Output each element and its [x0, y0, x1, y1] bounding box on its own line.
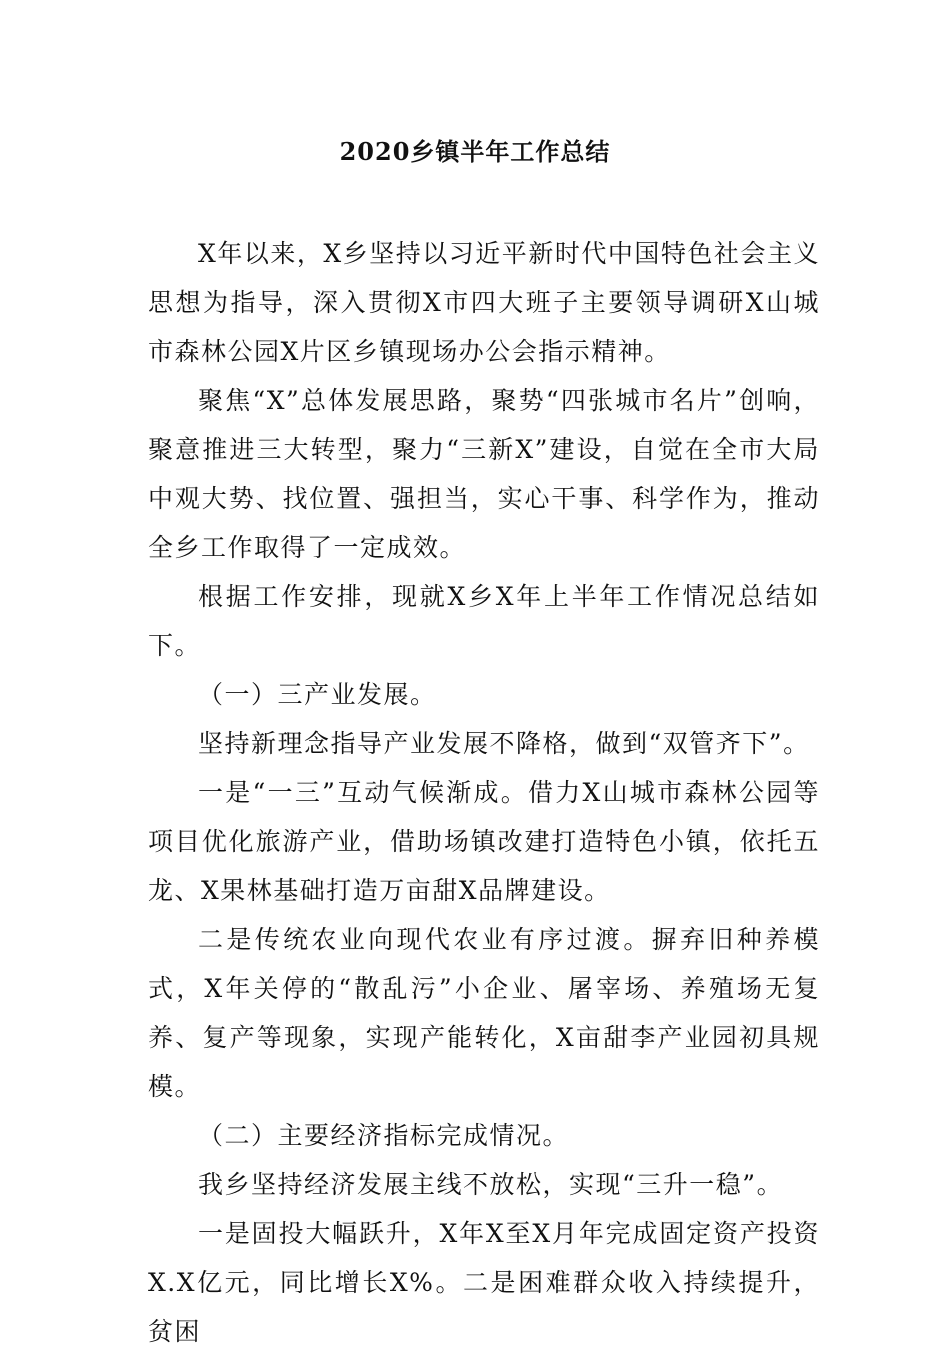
- paragraph: 一是固投大幅跃升，X年X至X月年完成固定资产投资X.X亿元，同比增长X%。二是困难群众收入持续提升，贫困: [148, 1219, 820, 1346]
- paragraph: X年以来，X乡坚持以习近平新时代中国特色社会主义思想为指导，深入贯彻X市四大班子主要领导调研X山城市森林公园X片区乡镇现场办公会指示精神。: [148, 239, 820, 366]
- section-heading: （二）主要经济指标完成情况。: [198, 1121, 570, 1150]
- document-title: 2020乡镇半年工作总结: [339, 137, 611, 166]
- section-heading: （一）三产业发展。: [198, 680, 437, 709]
- document-body: [148, 229, 820, 1356]
- paragraph: 我乡坚持经济发展主线不放松，实现“三升一稳”。: [198, 1170, 784, 1199]
- paragraph: 聚焦“X”总体发展思路，聚势“四张城市名片”创响，聚意推进三大转型，聚力“三新X”建设，自觉在全市大局中观大势、找位置、强担当，实心干事、科学作为，推动全乡工作取得了一定成效。: [148, 386, 820, 562]
- paragraph: 二是传统农业向现代农业有序过渡。摒弃旧种养模式，X年关停的“散乱污”小企业、屠宰场、养殖场无复养、复产等现象，实现产能转化，X亩甜李产业园初具规模。: [148, 925, 820, 1101]
- paragraph: 一是“一三”互动气候渐成。借力X山城市森林公园等项目优化旅游产业，借助场镇改建打造特色小镇，依托五龙、X果林基础打造万亩甜X品牌建设。: [148, 778, 820, 905]
- paragraph: 根据工作安排，现就X乡X年上半年工作情况总结如下。: [148, 582, 820, 660]
- paragraph: 坚持新理念指导产业发展不降格，做到“双管齐下”。: [198, 729, 810, 758]
